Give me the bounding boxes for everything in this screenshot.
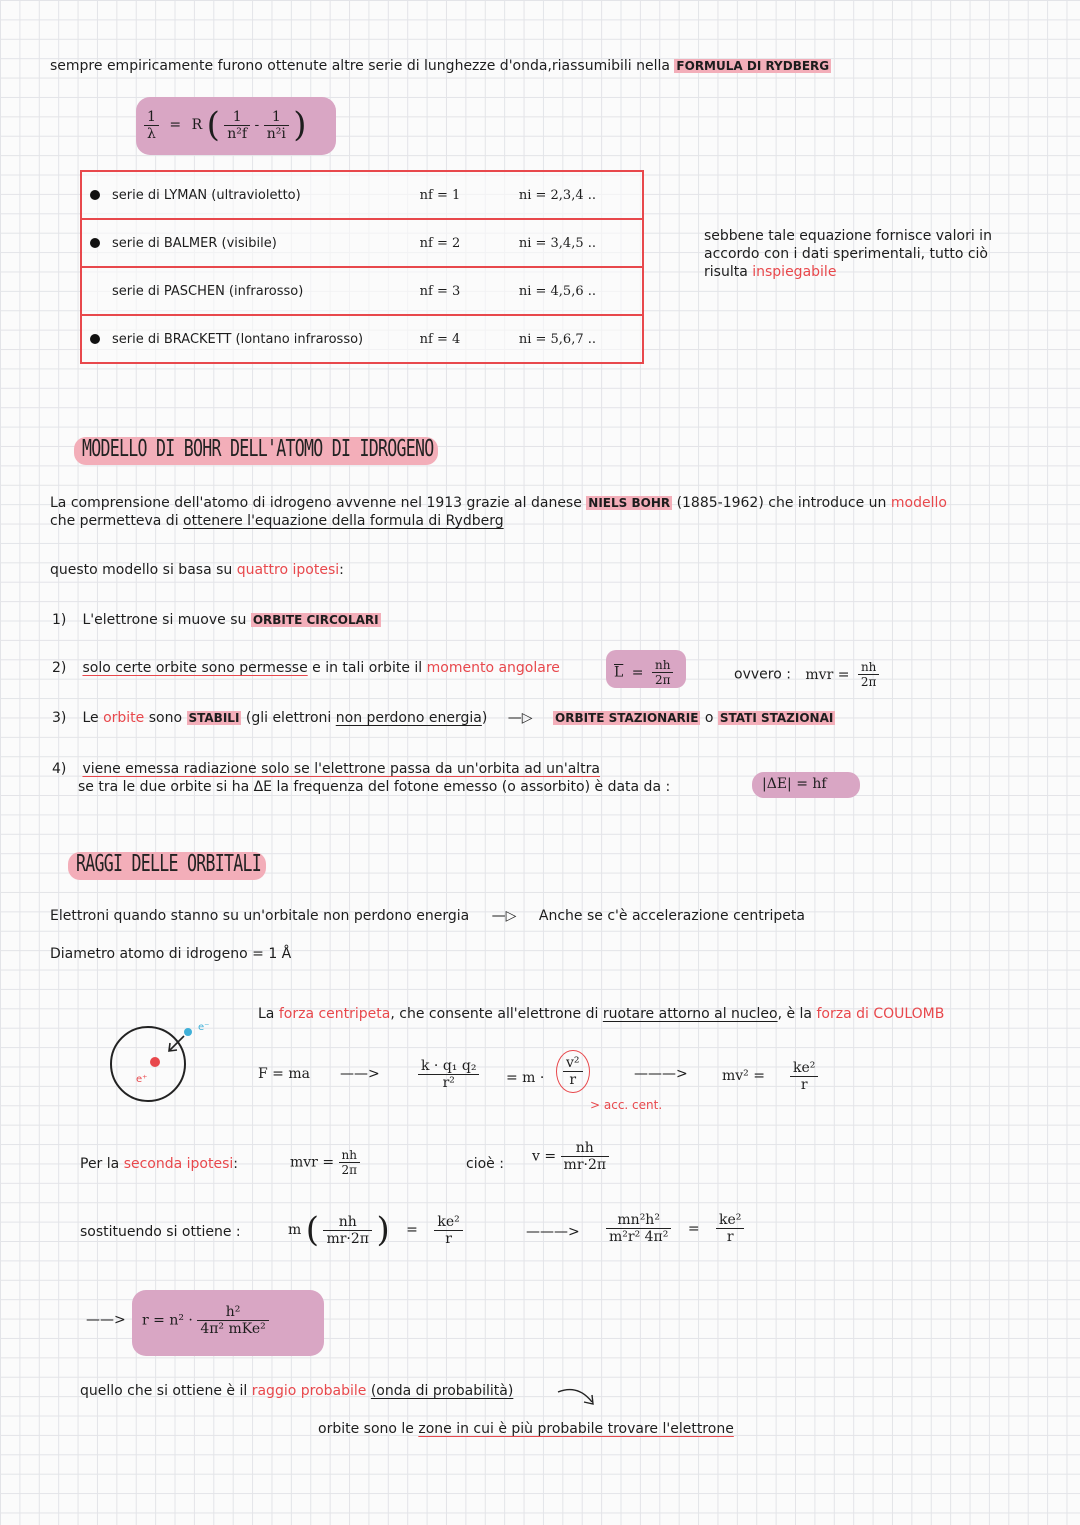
intro-line [50, 58, 831, 74]
hypothesis-3: 3) Le orbite sono STABILI (gli elettroni non perdono energia) —▷ ORBITE STAZIONARIE o STATI STAZIONAI [52, 710, 834, 726]
second-hypothesis-label: Per la seconda ipotesi: [80, 1156, 238, 1172]
rydberg-formula [136, 97, 336, 155]
bohr-paragraph: La comprensione dell'atomo di idrogeno avvenne nel 1913 grazie al danese NIELS BOHR (1885-1962) che introduce un modello che permetteva di ottenere l'equazione della formula di Rydberg [50, 495, 947, 529]
electron-label: e⁻ [198, 1022, 210, 1033]
arrow-icon: ———> [526, 1224, 580, 1240]
section-title-bohr: MODELLO DI BOHR DELL'ATOMO DI IDROGENO [82, 436, 434, 462]
curved-arrow-icon [556, 1386, 600, 1410]
arrow-icon: ———> [634, 1066, 688, 1082]
table-row: serie di PASCHEN (infrarosso) nf = 3 ni = 4,5,6 .. [81, 267, 643, 315]
energy-frequency-formula: |ΔE| = hf [752, 772, 860, 798]
hypothesis-1: 1) L'elettrone si muove su ORBITE CIRCOLARI [52, 612, 379, 628]
rydberg-equation: $\frac{1}{\lambda}$ = R ( $\frac{1}{\text{n²f}}$ - $\frac{1}{\text{n²i}}$ ) [144, 105, 307, 145]
rydberg-highlight: FORMULA DI RYDBERG [676, 59, 830, 73]
newton-equation: F = ma [258, 1066, 310, 1082]
substitution-rhs: $\frac{\text{mn²h²}}{\text{m²r² 4π²}}$ = $\frac{\text{ke²}}{r}$ [606, 1212, 744, 1245]
hypotheses-intro: questo modello si basa su quattro ipotesi: [50, 562, 344, 578]
bullet-icon [90, 190, 100, 200]
substitution-lhs: m ( $\frac{nh}{mr\cdot 2\pi}$ ) = $\frac{\text{ke²}}{r}$ [288, 1210, 463, 1250]
bullet-icon [90, 238, 100, 248]
centripetal-fraction: $\frac{\text{v²}}{r}$ [556, 1050, 590, 1093]
equals-m: = m · [506, 1070, 545, 1086]
atom-diagram [100, 1014, 210, 1114]
mv2-label: mv² = [722, 1068, 765, 1084]
series-table [80, 170, 644, 364]
arrow-icon: ——> [340, 1066, 380, 1082]
table-row: serie di BRACKETT (lontano infrarosso) nf = 4 ni = 5,6,7 .. [81, 315, 643, 363]
section-title-orbits: RAGGI DELLE ORBITALI [76, 851, 262, 877]
arrow-icon: ——> [86, 1312, 126, 1328]
cioe-label: cioè : [466, 1156, 504, 1172]
table-row: serie di LYMAN (ultravioletto) nf = 1 ni = 2,3,4 .. [81, 171, 643, 219]
probable-radius-line: quello che si ottiene è il raggio probabile (onda di probabilità) [80, 1383, 514, 1399]
hydrogen-diameter: Diametro atomo di idrogeno = 1 Å [50, 946, 292, 962]
bullet-icon [90, 334, 100, 344]
hypothesis-4: 4) viene emessa radiazione solo se l'elettrone passa da un'orbita ad un'altra se tra le due orbite si ha ΔE la frequenza del fotone emesso (o assorbito) è data da : [52, 761, 671, 795]
coulomb-fraction: $\frac{\text{k · q₁ q₂}}{\text{r²}}$ [418, 1058, 479, 1091]
radius-formula: r = n² · $\frac{\text{h²}}{\text{4π² mKe²}}$ [132, 1290, 324, 1356]
orbit-circle [111, 1027, 185, 1101]
velocity-formula: v = $\frac{nh}{mr\cdot 2\pi}$ [532, 1140, 609, 1173]
orbits-definition: orbite sono le zone in cui è più probabile trovare l'elettrone [318, 1421, 734, 1437]
electron [184, 1028, 192, 1036]
substitution-label: sostituendo si ottiene : [80, 1224, 241, 1240]
side-note: sebbene tale equazione fornisce valori in accordo con i dati sperimentali, tutto ciò risulta inspiegabile [704, 228, 992, 280]
intro-text: sempre empiricamente furono ottenute altre serie di lunghezze d'onda,riassumibili nella [50, 58, 670, 74]
table-row: serie di BALMER (visibile) nf = 2 ni = 3,4,5 .. [81, 219, 643, 267]
ovvero-formula: ovvero : mvr = $\frac{nh}{2\pi}$ [734, 660, 879, 689]
arrow-icon: —▷ [507, 710, 533, 726]
orbital-energy-line: Elettroni quando stanno su un'orbitale non perdono energia —▷ Anche se c'è accelerazione centripeta [50, 908, 805, 924]
quantization-formula: mvr = $\frac{nh}{2\pi}$ [290, 1148, 360, 1177]
acc-cent-note: > acc. cent. [590, 1098, 663, 1112]
ke2-fraction: $\frac{\text{ke²}}{r}$ [790, 1060, 818, 1093]
nucleus [150, 1057, 160, 1067]
niels-bohr-highlight: NIELS BOHR [588, 496, 671, 510]
angular-momentum-formula: $\overline{L}$ = $\frac{nh}{2\pi}$ [606, 650, 686, 688]
proton-label: e⁺ [136, 1074, 148, 1085]
hypothesis-2: 2) solo certe orbite sono permesse e in tali orbite il momento angolare [52, 660, 560, 676]
coulomb-sentence: La forza centripeta, che consente all'elettrone di ruotare attorno al nucleo, è la forza di COULOMB [258, 1006, 945, 1022]
arrow-icon: —▷ [491, 908, 517, 924]
